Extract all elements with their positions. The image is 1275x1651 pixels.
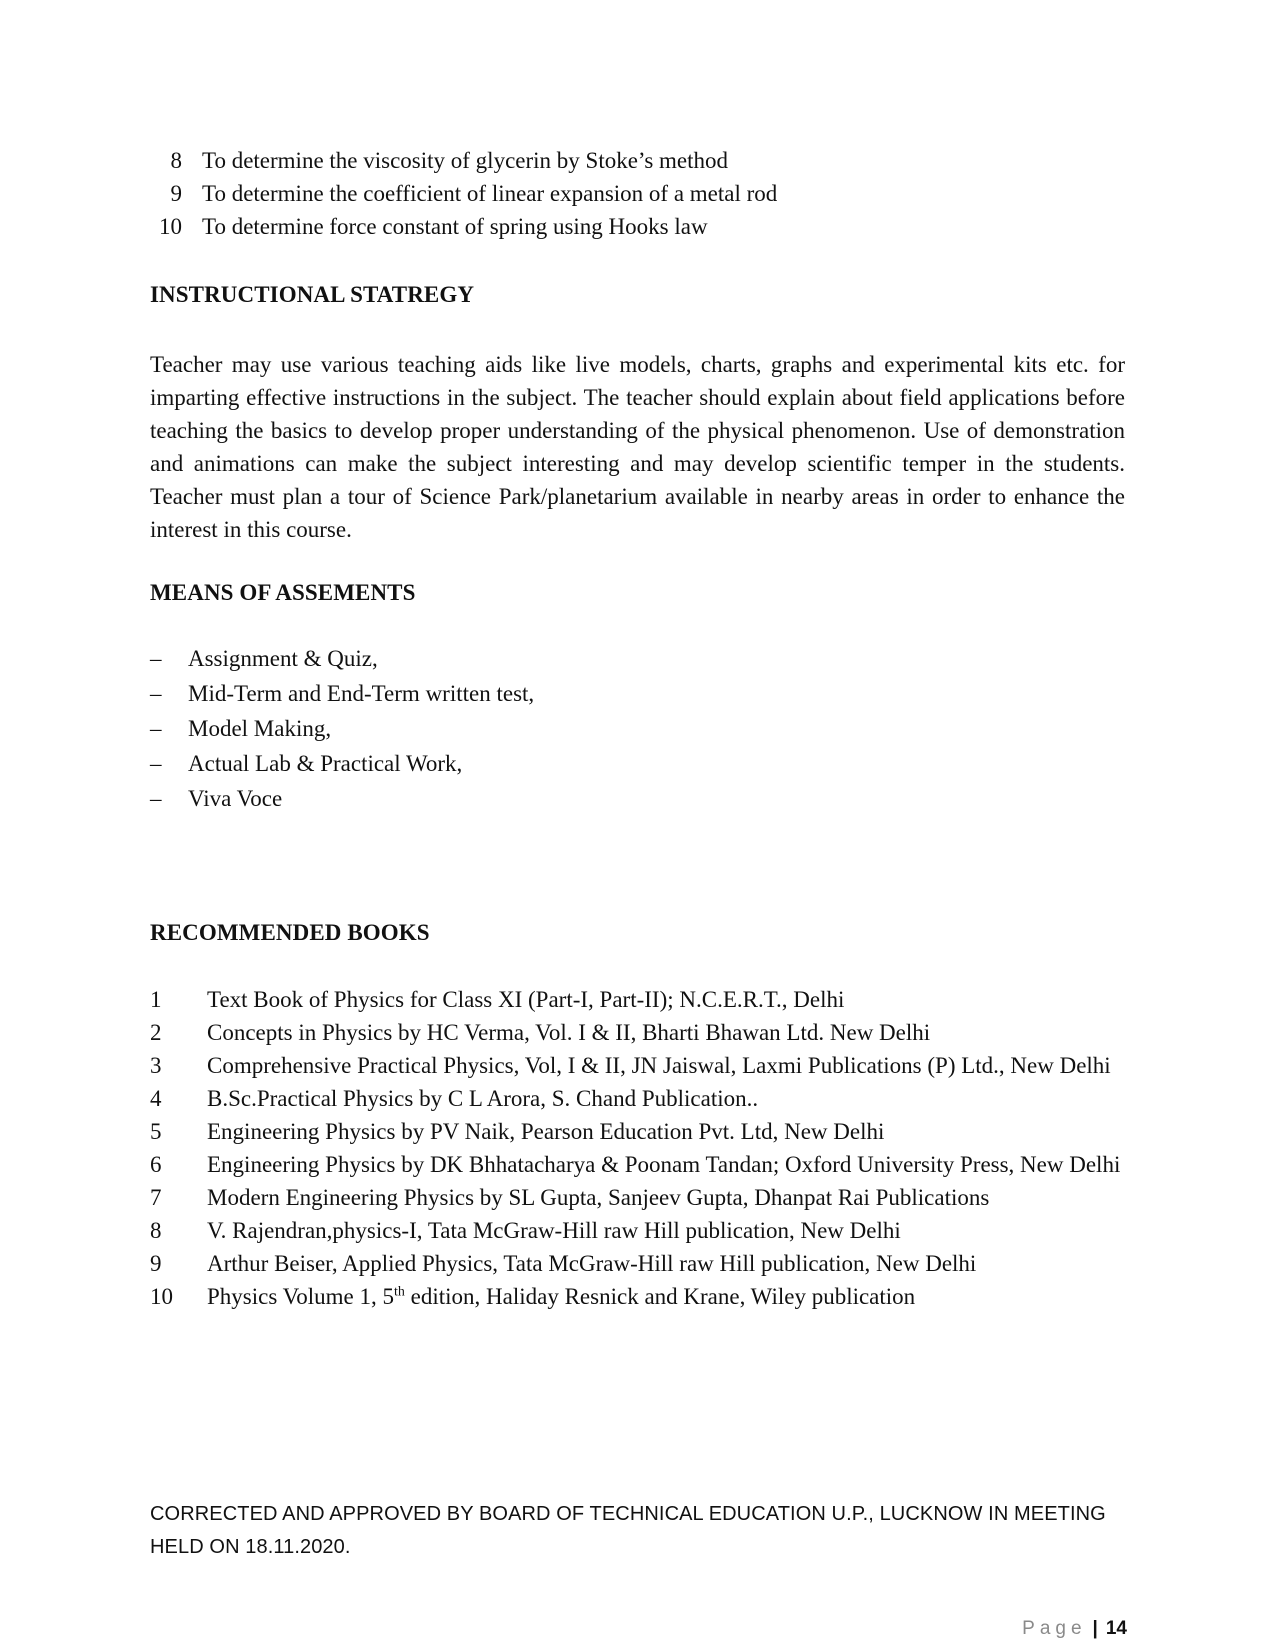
item-number: 2 [150, 1020, 162, 1045]
item-text: Actual Lab & Practical Work, [188, 751, 463, 776]
list-item [150, 1181, 1125, 1214]
item-text: V. Rajendran,physics-I, Tata McGraw-Hill raw Hill publication, New Delhi [207, 1218, 901, 1243]
list-item [150, 983, 1125, 1016]
list-item [150, 148, 1150, 181]
item-number: 8 [170, 148, 182, 173]
item-text: Model Making, [188, 716, 332, 741]
list-item [150, 1148, 1125, 1181]
means-of-assessment-heading: MEANS OF ASSEMENTS [150, 580, 416, 605]
list-item [150, 1082, 1125, 1115]
list-item [150, 1016, 1125, 1049]
list-item [150, 646, 1050, 681]
recommended-books-heading: RECOMMENDED BOOKS [150, 920, 430, 945]
list-item [150, 1280, 1125, 1313]
item-number: 5 [150, 1119, 162, 1144]
item-text: To determine the coefficient of linear expansion of a metal rod [202, 181, 778, 206]
page-number-footer [1022, 1618, 1127, 1640]
bullet-dash: – [150, 751, 162, 776]
list-item [150, 214, 1150, 247]
item-text: Comprehensive Practical Physics, Vol, I & II, JN Jaiswal, Laxmi Publications (P) Ltd., New Delhi [207, 1053, 1111, 1078]
item-text: Concepts in Physics by HC Verma, Vol. I & II, Bharti Bhawan Ltd. New Delhi [207, 1020, 931, 1045]
item-text: B.Sc.Practical Physics by C L Arora, S. Chand Publication.. [207, 1086, 759, 1111]
item-text: Arthur Beiser, Applied Physics, Tata McGraw-Hill raw Hill publication, New Delhi [207, 1251, 977, 1276]
instructional-strategy-heading: INSTRUCTIONAL STATREGY [150, 282, 475, 307]
experiment-list [150, 148, 1150, 247]
approval-note [150, 1498, 1140, 1564]
item-number: 10 [150, 1284, 173, 1309]
list-item [150, 681, 1050, 716]
list-item [150, 716, 1050, 751]
list-item [150, 1115, 1125, 1148]
page-label: Page [1022, 1618, 1087, 1639]
item-number: 10 [159, 214, 182, 239]
superscript: th [394, 1284, 405, 1300]
item-text: Engineering Physics by PV Naik, Pearson Education Pvt. Ltd, New Delhi [207, 1119, 885, 1144]
item-text: Text Book of Physics for Class XI (Part-I, Part-II); N.C.E.R.T., Delhi [207, 987, 845, 1012]
approval-note-line: CORRECTED AND APPROVED BY BOARD OF TECHNICAL EDUCATION U.P., LUCKNOW IN MEETING [150, 1503, 1106, 1525]
list-item [150, 181, 1150, 214]
bullet-dash: – [150, 681, 162, 706]
book-list [150, 983, 1125, 1313]
item-text: Mid-Term and End-Term written test, [188, 681, 535, 706]
page-separator: | [1092, 1618, 1098, 1639]
assessment-list [150, 646, 1050, 821]
item-number: 1 [150, 987, 162, 1012]
item-text: Modern Engineering Physics by SL Gupta, Sanjeev Gupta, Dhanpat Rai Publications [207, 1185, 990, 1210]
item-text-part: Physics Volume 1, 5 [207, 1284, 395, 1309]
list-item [150, 1214, 1125, 1247]
list-item [150, 1049, 1125, 1082]
item-text: Assignment & Quiz, [188, 646, 378, 671]
item-number: 9 [150, 1251, 162, 1276]
item-number: 4 [150, 1086, 162, 1111]
item-number: 7 [150, 1185, 162, 1210]
item-number: 3 [150, 1053, 162, 1078]
item-text-part: edition, Haliday Resnick and Krane, Wiley publication [404, 1284, 916, 1309]
list-item [150, 786, 1050, 821]
list-item [150, 751, 1050, 786]
bullet-dash: – [150, 716, 162, 741]
list-item [150, 1247, 1125, 1280]
item-text: Engineering Physics by DK Bhhatacharya & Poonam Tandan; Oxford University Press, New Delhi [207, 1152, 1121, 1177]
item-text: To determine force constant of spring using Hooks law [202, 214, 708, 239]
bullet-dash: – [150, 646, 162, 671]
page-number: 14 [1105, 1618, 1127, 1639]
bullet-dash: – [150, 786, 162, 811]
instructional-strategy-paragraph: Teacher may use various teaching aids like live models, charts, graphs and experimental kits etc. for imparting effective instructions in the subject. The teacher should explain about field applications before teaching the basics to develop proper understanding of the physical phenomenon. Use of demonstration and animations can make the subject interesting and may develop scientific temper in the students. Teacher must plan a tour of Science Park/planetarium available in nearby areas in order to enhance the interest in this course. [150, 352, 1125, 542]
item-number: 6 [150, 1152, 162, 1177]
approval-note-line: HELD ON 18.11.2020. [150, 1536, 351, 1558]
item-number: 9 [170, 181, 182, 206]
item-text: To determine the viscosity of glycerin by Stoke’s method [202, 148, 729, 173]
item-text [207, 1280, 1125, 1313]
item-text: Viva Voce [188, 786, 283, 811]
item-number: 8 [150, 1218, 162, 1243]
